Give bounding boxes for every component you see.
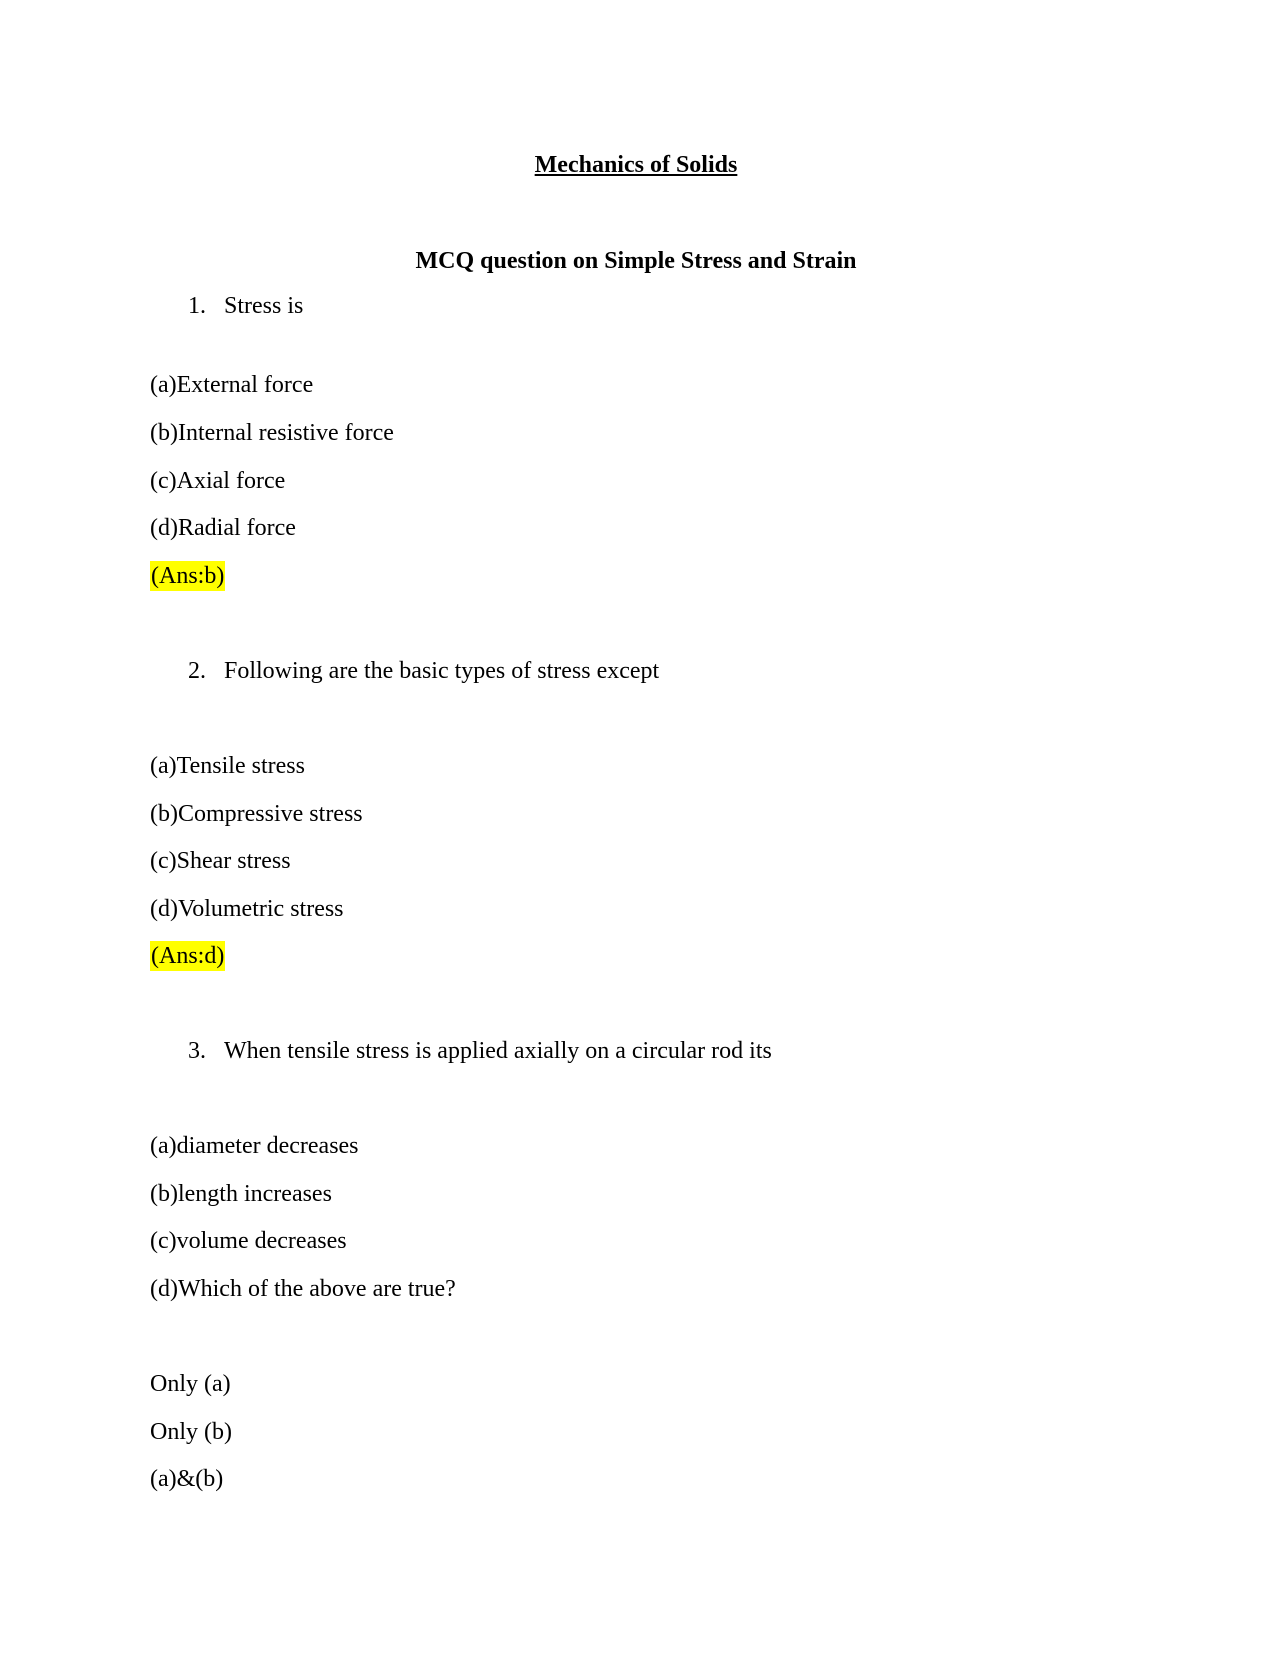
option-c: (c)Shear stress — [150, 848, 291, 874]
option-c: (c)Axial force — [150, 468, 286, 494]
question-number: 3. — [188, 1038, 206, 1064]
option-b: (b)length increases — [150, 1181, 332, 1207]
question-number: 1. — [188, 293, 206, 319]
option-a: (a)External force — [150, 372, 314, 398]
option-a: (a)diameter decreases — [150, 1133, 359, 1159]
question-text: Following are the basic types of stress except — [224, 658, 660, 684]
option-c: (c)volume decreases — [150, 1228, 347, 1254]
answer-highlight: (Ans:d) — [151, 943, 225, 969]
document-subtitle: MCQ question on Simple Stress and Strain — [415, 248, 857, 274]
option-b: (b)Compressive stress — [150, 801, 363, 827]
question-text: When tensile stress is applied axially on a circular rod its — [224, 1038, 772, 1064]
choice-3: (a)&(b) — [150, 1466, 224, 1492]
question-text: Stress is — [224, 293, 304, 319]
choice-2: Only (b) — [150, 1419, 232, 1445]
option-b: (b)Internal resistive force — [150, 420, 394, 446]
question-number: 2. — [188, 658, 206, 684]
option-d: (d)Volumetric stress — [150, 896, 344, 922]
answer-highlight: (Ans:b) — [151, 563, 225, 589]
option-d: (d)Which of the above are true? — [150, 1276, 456, 1302]
option-d: (d)Radial force — [150, 515, 296, 541]
option-a: (a)Tensile stress — [150, 753, 305, 779]
choice-1: Only (a) — [150, 1371, 231, 1397]
document-title: Mechanics of Solids — [534, 152, 738, 178]
